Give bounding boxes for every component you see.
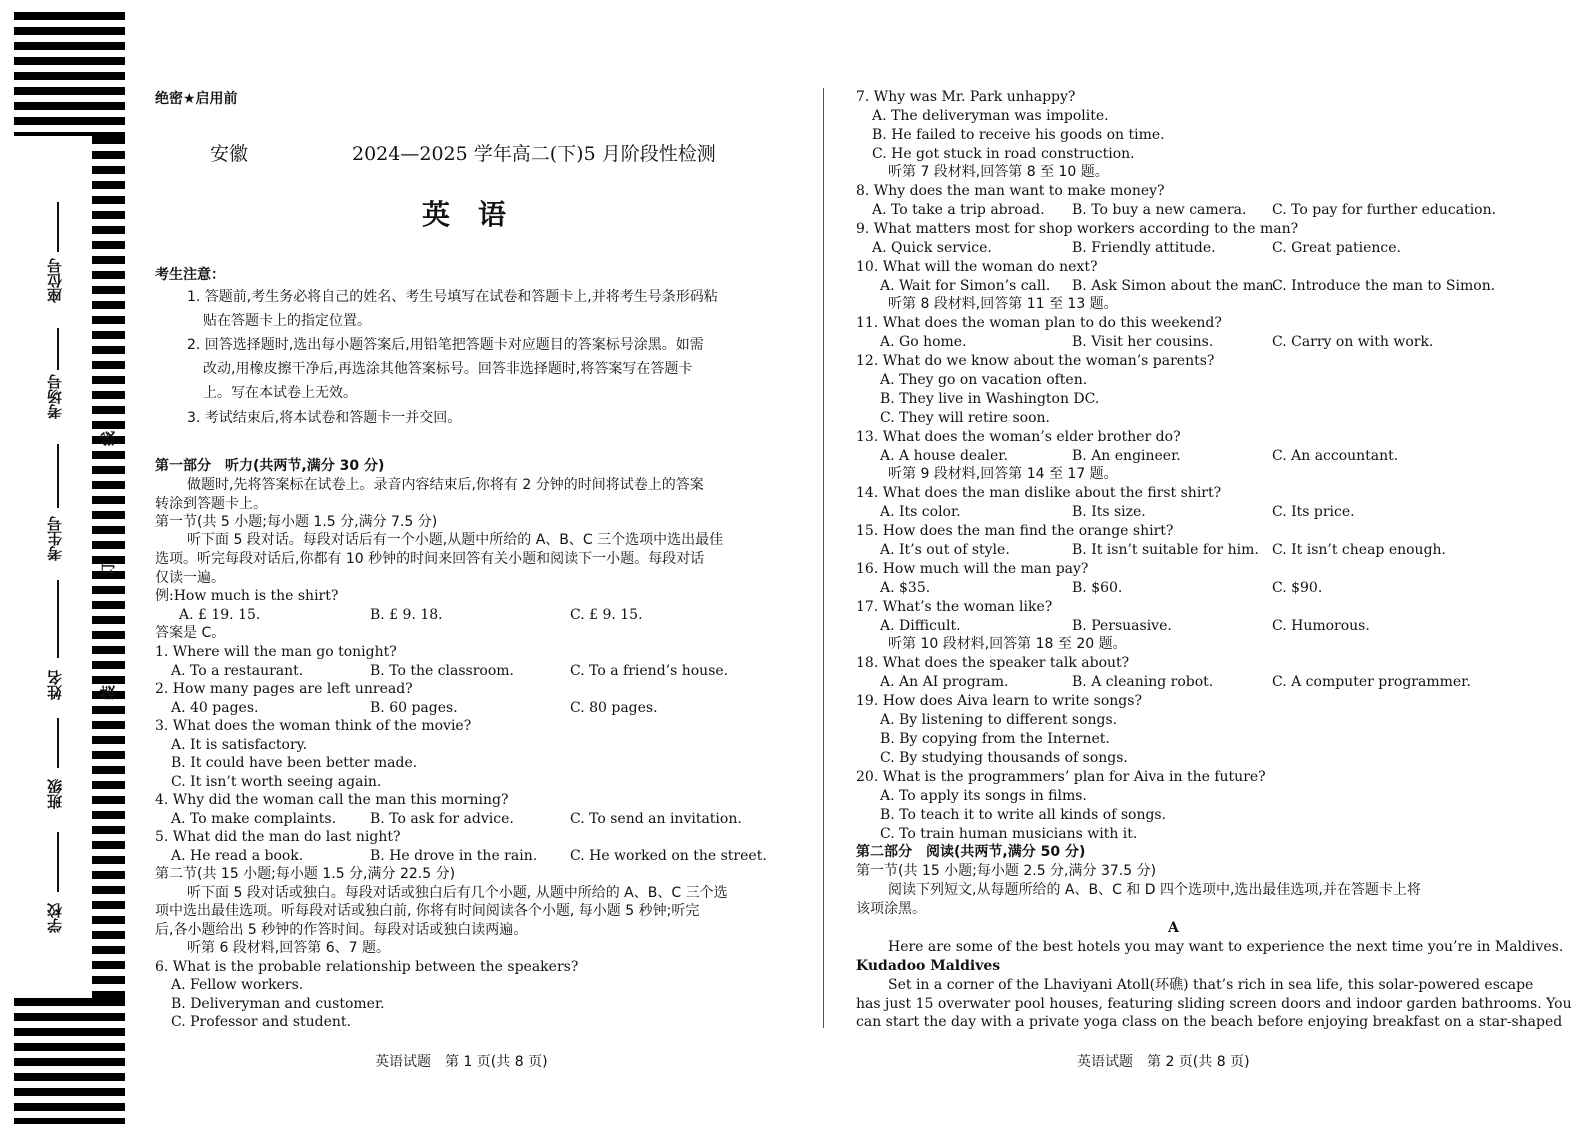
binding-barcode-bottom <box>14 998 125 1124</box>
subject-title: 英语 <box>422 198 535 231</box>
part2-intro: 阅读下列短文,从每题所给的 A、B、C 和 D 四个选项中,选出最佳选项,并在答题卡上将 <box>888 882 1421 898</box>
notice-item: 2. 回答选择题时,选出每小题答案后,用铅笔把答题卡对应题目的答案标号涂黑。如需 <box>187 337 704 353</box>
option-a: A. Quick service. <box>872 240 992 256</box>
school-label: 学校 <box>46 903 64 933</box>
option-a: A. By listening to different songs. <box>880 712 1118 728</box>
section2-intro: 后,各小题给出 5 秒钟的作答时间。每段对话或独白读两遍。 <box>155 922 528 938</box>
question: 7. Why was Mr. Park unhappy? <box>856 89 1076 105</box>
question: 13. What does the woman’s elder brother do? <box>856 429 1181 445</box>
seat-number-label: 座位号 <box>46 258 64 304</box>
option-c: C. 80 pages. <box>570 700 658 716</box>
question: 4. Why did the woman call the man this morning? <box>155 792 509 808</box>
option-b: B. Deliveryman and customer. <box>171 996 385 1012</box>
option-c: C. They will retire soon. <box>880 410 1050 426</box>
option-b: B. He failed to receive his goods on time. <box>872 127 1165 143</box>
class-label: 班级 <box>46 779 64 809</box>
section2-intro: 项中选出最佳选项。听每段对话或独白前, 你将有时间阅读各个小题, 每小题 5 秒钟;听完 <box>155 903 700 919</box>
notice-heading: 考生注意： <box>155 267 225 283</box>
option-a: A. Wait for Simon’s call. <box>880 278 1051 294</box>
option-a: A. An AI program. <box>880 674 1009 690</box>
notice-item: 贴在答题卡上的指定位置。 <box>203 313 371 329</box>
name-line <box>57 580 59 658</box>
option-a: A. To take a trip abroad. <box>872 202 1045 218</box>
option-a: A. The deliveryman was impolite. <box>872 108 1109 124</box>
option-b: B. 60 pages. <box>370 700 458 716</box>
hotel-text: has just 15 overwater pool houses, featuring sliding screen doors and indoor garden bathrooms. You <box>856 996 1572 1012</box>
example-option: B. £ 9. 18. <box>370 607 443 623</box>
part1-intro: 转涂到答题卡上。 <box>155 496 267 512</box>
candidate-number-label: 考生号 <box>46 516 64 562</box>
notice-item: 1. 答题前,考生务必将自己的姓名、考生号填写在试卷和答题卡上,并将考生号条形码粘 <box>187 289 718 305</box>
option-b: B. It could have been better made. <box>171 755 418 771</box>
option-c: C. It isn’t worth seeing again. <box>171 774 382 790</box>
option-a: A. They go on vacation often. <box>880 372 1088 388</box>
question: 20. What is the programmers’ plan for Aiva in the future? <box>856 769 1266 785</box>
question: 17. What’s the woman like? <box>856 599 1053 615</box>
option-a: A. 40 pages. <box>171 700 259 716</box>
part2-section1-heading: 第一节(共 15 小题;每小题 2.5 分,满分 37.5 分) <box>856 863 1157 879</box>
option-a: A. Its color. <box>880 504 961 520</box>
section1-intro: 选项。听完每段对话后,你都有 10 秒钟的时间来回答有关小题和阅读下一小题。每段对话 <box>155 551 705 567</box>
option-c: C. Introduce the man to Simon. <box>1272 278 1496 294</box>
example-option: C. £ 9. 15. <box>570 607 643 623</box>
section2-intro: 听下面 5 段对话或独白。每段对话或独白后有几个小题, 从题中所给的 A、B、C 三个选 <box>187 885 728 901</box>
option-c: C. $90. <box>1272 580 1323 596</box>
listen-prompt: 听第 6 段材料,回答第 6、7 题。 <box>187 940 390 956</box>
listen-prompt: 听第 7 段材料,回答第 8 至 10 题。 <box>888 164 1109 180</box>
question: 3. What does the woman think of the movie? <box>155 718 472 734</box>
option-b: B. To teach it to write all kinds of songs. <box>880 807 1167 823</box>
example-question: 例:How much is the shirt? <box>155 588 339 604</box>
binding-mark-order: 订 <box>99 560 118 577</box>
option-a: A. Fellow workers. <box>171 977 304 993</box>
option-a: A. $35. <box>880 580 931 596</box>
option-a: A. To apply its songs in films. <box>880 788 1087 804</box>
listen-prompt: 听第 8 段材料,回答第 11 至 13 题。 <box>888 296 1118 312</box>
part1-heading: 第一部分 听力(共两节,满分 30 分) <box>155 458 385 474</box>
option-a: A. Go home. <box>880 334 967 350</box>
question: 19. How does Aiva learn to write songs? <box>856 693 1142 709</box>
seat-number-line <box>57 202 59 252</box>
room-number-line <box>57 328 59 370</box>
part1-intro: 做题时,先将答案标在试卷上。录音内容结束后,你将有 2 分钟的时间将试卷上的答案 <box>187 477 704 493</box>
page-footer-left: 英语试题 第 1 页(共 8 页) <box>375 1054 548 1070</box>
option-b: B. To buy a new camera. <box>1072 202 1247 218</box>
binding-mark-line: 线 <box>99 430 118 447</box>
passage-intro: Here are some of the best hotels you may want to experience the next time you’re in Maldives. <box>888 939 1564 955</box>
exam-title: 2024—2025 学年高二(下)5 月阶段性检测 <box>352 143 716 165</box>
option-b: B. An engineer. <box>1072 448 1181 464</box>
option-a: A. To a restaurant. <box>171 663 304 679</box>
part2-heading: 第二部分 阅读(共两节,满分 50 分) <box>856 844 1086 860</box>
question: 8. Why does the man want to make money? <box>856 183 1165 199</box>
section1-intro: 听下面 5 段对话。每段对话后有一个小题,从题中所给的 A、B、C 三个选项中选出最佳 <box>187 532 724 548</box>
name-label: 姓名 <box>46 670 64 700</box>
hotel-name: Kudadoo Maldives <box>856 958 1001 974</box>
section2-heading: 第二节(共 15 小题;每小题 1.5 分,满分 22.5 分) <box>155 866 456 882</box>
question: 6. What is the probable relationship between the speakers? <box>155 959 579 975</box>
option-c: C. Professor and student. <box>171 1014 352 1030</box>
option-c: C. To a friend’s house. <box>570 663 729 679</box>
question: 16. How much will the man pay? <box>856 561 1089 577</box>
option-b: B. $60. <box>1072 580 1123 596</box>
option-b: B. Visit her cousins. <box>1072 334 1214 350</box>
option-a: A. It is satisfactory. <box>171 737 308 753</box>
option-c: C. Humorous. <box>1272 618 1370 634</box>
option-c: C. He got stuck in road construction. <box>872 146 1135 162</box>
question: 5. What did the man do last night? <box>155 829 401 845</box>
option-a: A. To make complaints. <box>171 811 337 827</box>
option-a: A. A house dealer. <box>880 448 1008 464</box>
binding-barcode-top <box>14 12 125 136</box>
question: 10. What will the woman do next? <box>856 259 1098 275</box>
example-option: A. £ 19. 15. <box>179 607 261 623</box>
option-b: B. Ask Simon about the man. <box>1072 278 1278 294</box>
option-b: B. Its size. <box>1072 504 1146 520</box>
room-number-label: 考场号 <box>46 374 64 420</box>
option-c: C. To train human musicians with it. <box>880 826 1138 842</box>
option-b: B. They live in Washington DC. <box>880 391 1100 407</box>
option-a: A. It’s out of style. <box>880 542 1010 558</box>
option-b: B. Persuasive. <box>1072 618 1172 634</box>
option-c: C. Great patience. <box>1272 240 1401 256</box>
question: 1. Where will the man go tonight? <box>155 644 397 660</box>
option-b: B. By copying from the Internet. <box>880 731 1110 747</box>
confidential-label: 绝密★启用前 <box>155 91 238 107</box>
example-answer: 答案是 C。 <box>155 625 226 641</box>
section1-heading: 第一节(共 5 小题;每小题 1.5 分,满分 7.5 分) <box>155 514 438 530</box>
option-b: B. He drove in the rain. <box>370 848 538 864</box>
question: 18. What does the speaker talk about? <box>856 655 1130 671</box>
notice-item: 3. 考试结束后,将本试卷和答题卡一并交回。 <box>187 410 462 426</box>
question: 11. What does the woman plan to do this weekend? <box>856 315 1222 331</box>
option-c: C. A computer programmer. <box>1272 674 1471 690</box>
binding-mark-bind: 装 <box>99 684 118 701</box>
notice-item: 上。写在本试卷上无效。 <box>203 385 357 401</box>
question: 15. How does the man find the orange shirt? <box>856 523 1174 539</box>
question: 12. What do we know about the woman’s parents? <box>856 353 1215 369</box>
option-c: C. He worked on the street. <box>570 848 767 864</box>
question: 2. How many pages are left unread? <box>155 681 413 697</box>
part2-intro: 该项涂黑。 <box>856 901 926 917</box>
school-line <box>57 832 59 892</box>
hotel-text: Set in a corner of the Lhaviyani Atoll(环礁) that’s rich in sea life, this solar-powered escape <box>888 977 1534 993</box>
region-label: 安徽 <box>210 143 249 165</box>
passage-label: A <box>1168 920 1179 936</box>
listen-prompt: 听第 9 段材料,回答第 14 至 17 题。 <box>888 466 1118 482</box>
option-c: C. To pay for further education. <box>1272 202 1497 218</box>
option-a: A. Difficult. <box>880 618 961 634</box>
candidate-number-line <box>57 444 59 508</box>
page-footer-right: 英语试题 第 2 页(共 8 页) <box>1077 1054 1250 1070</box>
option-c: C. Carry on with work. <box>1272 334 1434 350</box>
option-a: A. He read a book. <box>171 848 304 864</box>
option-c: C. Its price. <box>1272 504 1355 520</box>
option-b: B. A cleaning robot. <box>1072 674 1214 690</box>
notice-item: 改动,用橡皮擦干净后,再选涂其他答案标号。回答非选择题时,将答案写在答题卡 <box>203 361 693 377</box>
listen-prompt: 听第 10 段材料,回答第 18 至 20 题。 <box>888 636 1127 652</box>
option-c: C. It isn’t cheap enough. <box>1272 542 1447 558</box>
option-c: C. An accountant. <box>1272 448 1399 464</box>
option-b: B. To ask for advice. <box>370 811 514 827</box>
option-c: C. To send an invitation. <box>570 811 742 827</box>
question: 14. What does the man dislike about the first shirt? <box>856 485 1222 501</box>
option-c: C. By studying thousands of songs. <box>880 750 1128 766</box>
question: 9. What matters most for shop workers according to the man? <box>856 221 1299 237</box>
option-b: B. To the classroom. <box>370 663 515 679</box>
column-divider <box>823 88 824 1028</box>
section1-intro: 仅读一遍。 <box>155 570 225 586</box>
hotel-text: can start the day with a private yoga class on the beach before enjoying breakfast on a star-shaped <box>856 1014 1563 1030</box>
class-line <box>57 718 59 768</box>
option-b: B. Friendly attitude. <box>1072 240 1216 256</box>
option-b: B. It isn’t suitable for him. <box>1072 542 1259 558</box>
